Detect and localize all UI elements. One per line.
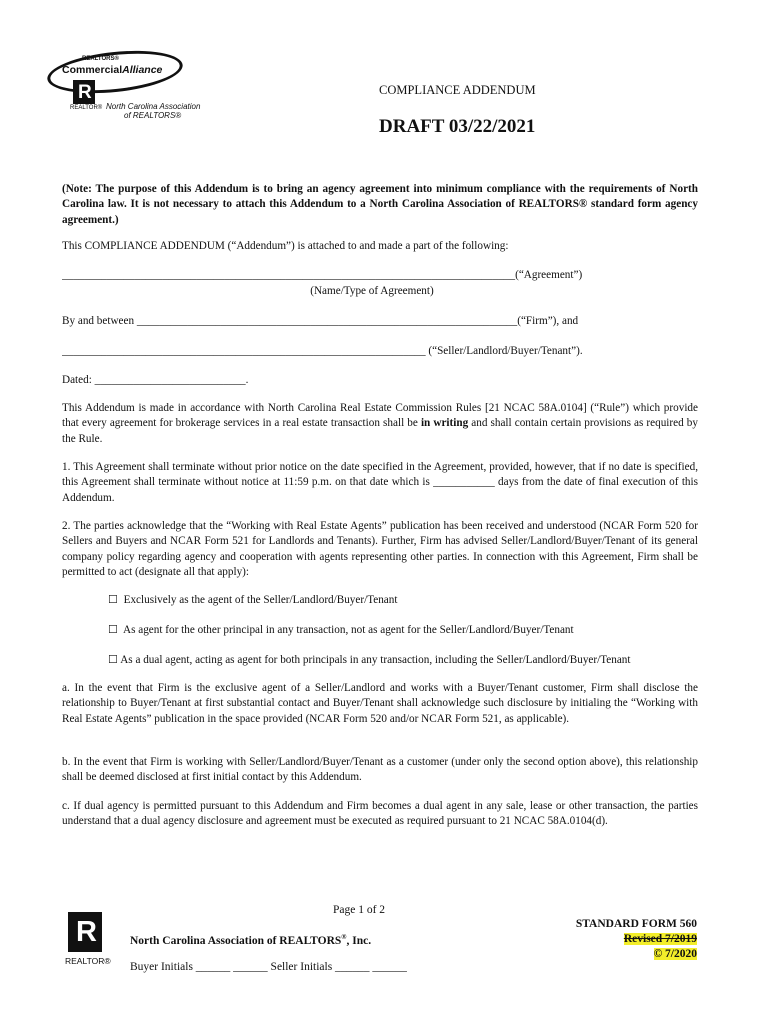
checkbox-icon[interactable]: ☐	[108, 624, 119, 636]
seller-landlord-buyer-tenant-line[interactable]: _________________________________________________________________ (“Seller/Landlord/Buyer/Tenant”).	[62, 345, 583, 357]
logo-commercial-alliance: CommercialAlliance	[62, 64, 163, 76]
form-number: STANDARD FORM 560	[575, 918, 697, 930]
revised-date: Revised 7/2019	[623, 933, 697, 945]
logo-nc-association: North Carolina Association of REALTORS®	[106, 102, 201, 120]
paragraph-b: b. In the event that Firm is working with Seller/Landlord/Buyer/Tenant as a customer (under only the second option above), this relationship shall be deemed disclosed at first initial contact by this Addendum.	[62, 756, 698, 784]
option-label: As agent for the other principal in any transaction, not as agent for the Seller/Landlord/Buyer/Tenant	[123, 624, 574, 636]
realtor-r-footer-icon: R	[68, 912, 102, 952]
form-block	[540, 917, 697, 962]
note-paragraph: (Note: The purpose of this Addendum is to bring an agency agreement into minimum compliance with the requirements of North Carolina law. It is not necessary to attach this Addendum to a North Carolina Association of REALTORS® standard form agency agreement.)	[62, 183, 698, 226]
realtor-r-logo-icon: R	[73, 80, 95, 104]
option-label: Exclusively as the agent of the Seller/Landlord/Buyer/Tenant	[123, 594, 398, 606]
firm-line[interactable]: By and between ____________________________________________________________________(“Firm”), and	[62, 315, 579, 327]
copyright-date: © 7/2020	[653, 948, 697, 960]
agreement-caption: (Name/Type of Agreement)	[310, 285, 434, 297]
page-number: Page 1 of 2	[333, 904, 386, 916]
logo-realtor-mark: REALTOR®	[70, 105, 103, 111]
agency-paragraph: 2. The parties acknowledge that the “Working with Real Estate Agents” publication has been received and understood (NCAR Form 520 for Sellers and Buyers and NCAR Form 521 for Landlords and Tenants). Further, Firm has advised Seller/Landlord/Buyer/Tenant of its general company policy regarding agency and cooperation with agents representing other parties. In connection with this Agreement, Firm shall be permitted to act (designate all that apply):	[62, 520, 698, 579]
paragraph-a: a. In the event that Firm is the exclusive agent of a Seller/Landlord and works with a Buyer/Tenant customer, Firm shall disclose the relationship to Buyer/Tenant at first substantial contact and Buyer/Tenant shall acknowledge such disclosure by initialing the “Working with Real Estate Agents” publication in the space provided (NCAR Form 520 and/or NCAR Form 521, as applicable).	[62, 682, 698, 725]
option-label: As a dual agent, acting as agent for both principals in any transaction, including the Seller/Landlord/Buyer/Tenant	[120, 654, 631, 666]
dated-line[interactable]: Dated: ___________________________.	[62, 374, 249, 386]
draft-date: DRAFT 03/22/2021	[379, 116, 536, 137]
footer-realtor-mark: REALTOR®	[65, 956, 111, 966]
termination-paragraph: 1. This Agreement shall terminate without prior notice on the date specified in the Agreement, provided, however, that if no date is specified, this Agreement shall terminate without notice at 11:59 p.m. on that date which is ___________ days from the date of final execution of this Addendum.	[62, 461, 698, 504]
agreement-line[interactable]: _________________________________________________________________________________(“Agreement”)	[62, 269, 583, 281]
commercial-alliance-logo	[40, 44, 230, 124]
option-other-principal-agent[interactable]	[108, 623, 574, 638]
option-exclusive-agent[interactable]	[108, 593, 397, 608]
initials-line[interactable]: Buyer Initials ______ ______ Seller Initials ______ ______	[130, 961, 407, 973]
checkbox-icon[interactable]: ☐	[108, 594, 119, 606]
checkbox-icon[interactable]: ☐	[108, 654, 119, 666]
document-title: COMPLIANCE ADDENDUM	[379, 83, 536, 97]
option-dual-agent[interactable]	[108, 653, 631, 668]
intro-paragraph: This COMPLIANCE ADDENDUM (“Addendum”) is attached to and made a part of the following:	[62, 240, 509, 252]
paragraph-c: c. If dual agency is permitted pursuant to this Addendum and Firm becomes a dual agent in any sale, lease or other transaction, the parties understand that a dual agency disclosure and agreement must be executed as required pursuant to 21 NCAC 58A.0104(d).	[62, 800, 698, 828]
footer-association: North Carolina Association of REALTORS®, Inc.	[130, 933, 372, 947]
rule-paragraph: This Addendum is made in accordance with North Carolina Real Estate Commission Rules [21 NCAC 58A.0104] (“Rule”) which provide that every agreement for brokerage services in a real estate transaction shall be in writing and shall contain certain provisions as required by the Rule.	[62, 402, 698, 445]
logo-realtors-small: REALTORS®	[82, 56, 119, 62]
